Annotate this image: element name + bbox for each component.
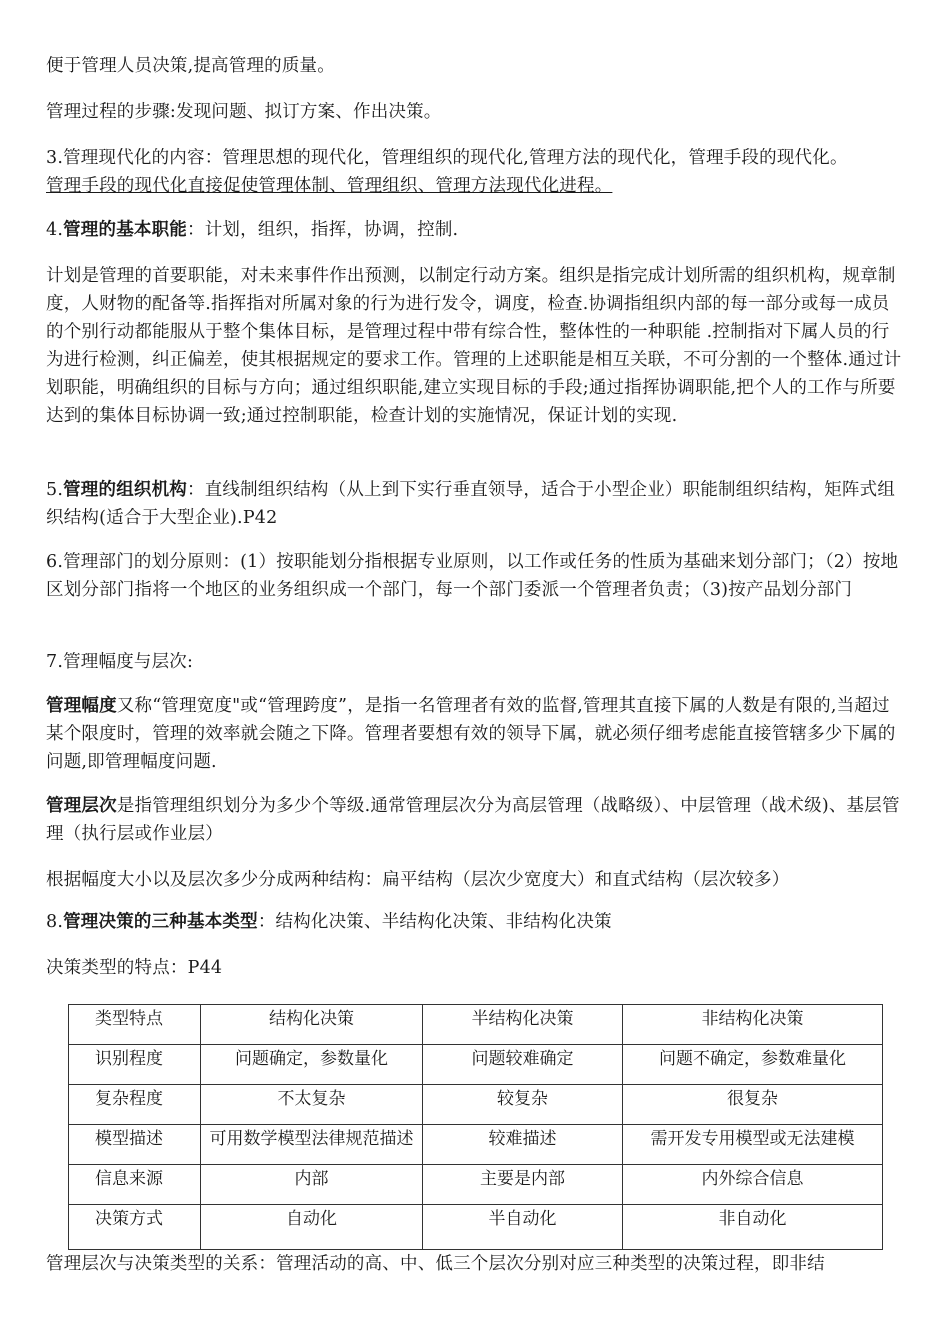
section-heading: 管理决策的三种基本类型 — [63, 912, 258, 932]
table-header-row — [69, 1005, 883, 1045]
section-text: ：结构化决策、半结构化决策、非结构化决策 — [257, 912, 612, 932]
section-number: 8. — [46, 912, 64, 932]
table-cell: 内外综合信息 — [623, 1165, 883, 1205]
table-cell: 问题确定，参数量化 — [201, 1045, 423, 1085]
table-cell: 非自动化 — [623, 1205, 883, 1250]
table-header-cell: 半结构化决策 — [423, 1005, 623, 1045]
modernization-content: 3.管理现代化的内容：管理思想的现代化，管理组织的现代化,管理方法的现代化，管理手段的现代化。 — [46, 148, 848, 168]
paragraph-decision-characteristics: 决策类型的特点：P44 — [46, 958, 223, 978]
paragraph-department-division: 6.管理部门的划分原则：(1）按职能划分指根据专业原则，以工作或任务的性质为基础来划分部门；（2）按地区划分部门指将一个地区的业务组织成一个部门，每一个部门委派一个管理者负责；（3)按产品划分部门 — [46, 552, 899, 600]
paragraph-decision-quality: 便于管理人员决策,提高管理的质量。 — [46, 56, 335, 76]
table-cell: 需开发专用模型或无法建模 — [623, 1125, 883, 1165]
table-cell: 很复杂 — [623, 1085, 883, 1125]
table-row — [69, 1205, 883, 1250]
section-text: ：计划，组织，指挥，协调，控制. — [187, 220, 459, 240]
table-cell: 主要是内部 — [423, 1165, 623, 1205]
table-cell: 识别程度 — [69, 1045, 201, 1085]
section-number: 5. — [46, 480, 64, 500]
table-cell: 复杂程度 — [69, 1085, 201, 1125]
table-cell: 信息来源 — [69, 1165, 201, 1205]
table-header-cell: 非结构化决策 — [623, 1005, 883, 1045]
section-heading: 管理的组织机构 — [63, 480, 188, 500]
section-heading: 管理的基本职能 — [63, 220, 188, 240]
table-cell: 半自动化 — [423, 1205, 623, 1250]
table-cell: 不太复杂 — [201, 1085, 423, 1125]
paragraph-structure-types: 根据幅度大小以及层次多少分成两种结构：扁平结构（层次少宽度大）和直式结构（层次较多） — [46, 870, 790, 890]
table-cell: 内部 — [201, 1165, 423, 1205]
term-text: 又称“管理宽度"或“管理跨度”，是指一名管理者有效的监督,管理其直接下属的人数是有限的,当超过某个限度时，管理的效率就会随之下降。管理者要想有效的领导下属，就必须仔细考虑能直接管辖多少下属的问题,即管理幅度问题. — [46, 696, 896, 772]
table-row — [69, 1045, 883, 1085]
table-row — [69, 1165, 883, 1205]
paragraph-functions-detail: 计划是管理的首要职能，对未来事件作出预测，以制定行动方案。组织是指完成计划所需的组织机构，规章制度，人财物的配备等.指挥指对所属对象的行为进行发令，调度，检查.协调指组织内部的每一部分或每一成员的个别行动都能服从于整个集体目标，是管理过程中带有综合性，整体性的一种职能 .控制指对下属人员的行为进行检测，纠正偏差，使其根据规定的要求工作。管理的上述职能是相互关联，不可分割的一个整体.通过计划职能，明确组织的目标与方向；通过组织职能,建立实现目标的手段;通过指挥协调职能,把个人的工作与所要达到的集体目标协调一致;通过控制职能，检查计划的实施情况，保证计划的实现. — [46, 266, 902, 426]
paragraph-span-and-levels: 7.管理幅度与层次: — [46, 652, 194, 672]
paragraph-management-span — [46, 692, 906, 776]
term-text: 是指管理组织划分为多少个等级.通常管理层次分为高层管理（战略级）、中层管理（战术级)、基层管理（执行层或作业层） — [46, 796, 900, 844]
table-header-cell: 类型特点 — [69, 1005, 201, 1045]
table-cell: 较难描述 — [423, 1125, 623, 1165]
decision-types-table — [68, 1004, 883, 1250]
paragraph-levels-decision-relation: 管理层次与决策类型的关系：管理活动的高、中、低三个层次分别对应三种类型的决策过程，即非结 — [46, 1254, 825, 1274]
paragraph-management-levels — [46, 792, 906, 848]
table-cell: 可用数学模型法律规范描述 — [201, 1125, 423, 1165]
table-row — [69, 1085, 883, 1125]
table-cell: 问题不确定，参数难量化 — [623, 1045, 883, 1085]
paragraph-org-structure — [46, 476, 906, 532]
paragraph-decision-types — [46, 908, 906, 936]
section-number: 4. — [46, 220, 64, 240]
table-cell: 模型描述 — [69, 1125, 201, 1165]
table-cell: 较复杂 — [423, 1085, 623, 1125]
table-cell: 自动化 — [201, 1205, 423, 1250]
paragraph-modernization — [46, 144, 906, 200]
term-heading: 管理层次 — [46, 796, 117, 816]
paragraph-basic-functions — [46, 216, 906, 244]
modernization-underlined: 管理手段的现代化直接促使管理体制、管理组织、管理方法现代化进程。 — [46, 176, 613, 196]
paragraph-process-steps: 管理过程的步骤:发现问题、拟订方案、作出决策。 — [46, 102, 442, 122]
table-cell: 问题较难确定 — [423, 1045, 623, 1085]
section-text: ：直线制组织结构（从上到下实行垂直领导，适合于小型企业）职能制组织结构，矩阵式组织结构(适合于大型企业).P42 — [46, 480, 896, 528]
term-heading: 管理幅度 — [46, 696, 117, 716]
table-header-cell: 结构化决策 — [201, 1005, 423, 1045]
table-cell: 决策方式 — [69, 1205, 201, 1250]
table-row — [69, 1125, 883, 1165]
